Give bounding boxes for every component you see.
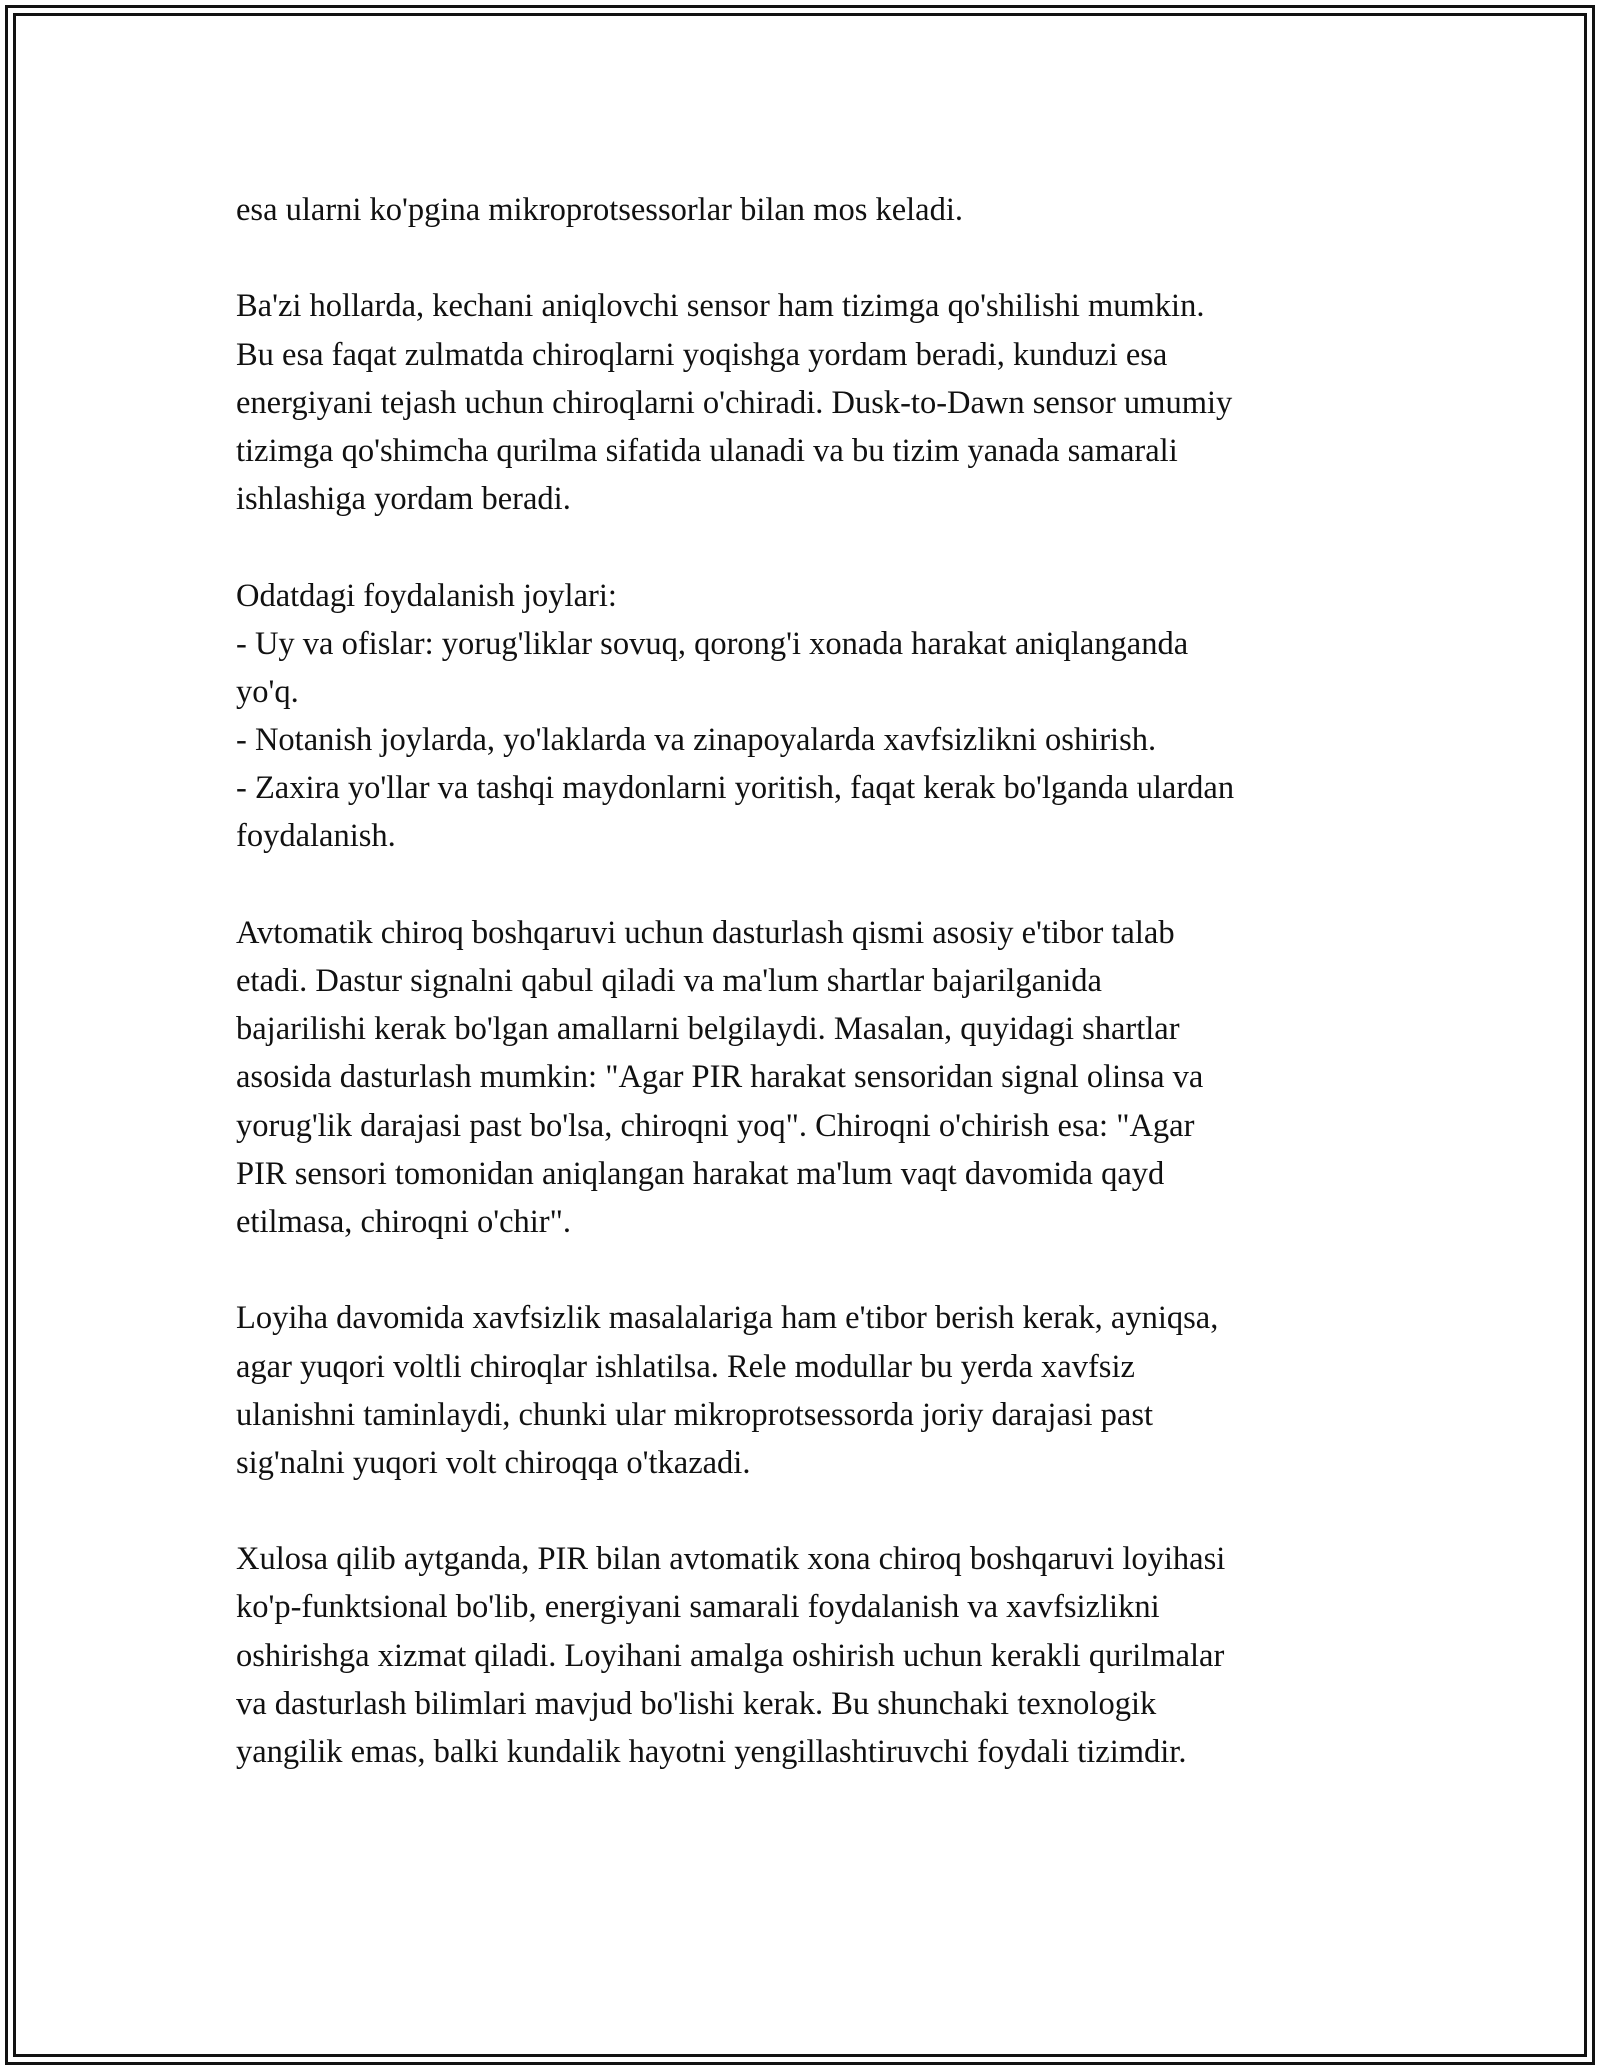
text-line: etadi. Dastur signalni qabul qiladi va ma'lum shartlar bajarilganida (236, 963, 1102, 999)
text-line: ko'p-funktsional bo'lib, energiyani samarali foydalanish va xavfsizlikni (236, 1589, 1160, 1626)
paragraph (236, 186, 1386, 234)
text-line: agar yuqori voltli chiroqlar ishlatilsa. Rele modullar bu yerda xavfsiz (236, 1348, 1135, 1385)
list-item: - Notanish joylarda, yo'laklarda va zinapoyalarda xavfsizlikni oshirish. (236, 722, 1157, 759)
text-line: ulanishni taminlaydi, chunki ular mikroprotsessorda joriy darajasi past (236, 1396, 1154, 1433)
paragraph-gap (236, 234, 1386, 282)
paragraph (236, 572, 1386, 861)
paragraph-gap (236, 861, 1386, 909)
text-line: Xulosa qilib aytganda, PIR bilan avtomatik xona chiroq boshqaruvi loyihasi (236, 1541, 1226, 1578)
text-line: energiyani tejash uchun chiroqlarni o'chiradi. Dusk-to-Dawn sensor umumiy (236, 384, 1233, 421)
text-line: Avtomatik chiroq boshqaruvi uchun dasturlash qismi asosiy e'tibor talab (236, 914, 1175, 951)
text-line: asosida dasturlash mumkin: "Agar PIR harakat sensoridan signal olinsa va (236, 1059, 1204, 1096)
paragraph-gap (236, 1487, 1386, 1535)
document-body (236, 186, 1386, 1776)
text-line: yorug'lik darajasi past bo'lsa, chiroqni yoq". Chiroqni o'chirish esa: "Agar (236, 1107, 1195, 1144)
text-line: Bu esa faqat zulmatda chiroqlarni yoqishga yordam beradi, kunduzi esa (236, 336, 1168, 373)
text-line: Odatdagi foydalanish joylari: (236, 577, 617, 614)
text-line: tizimga qo'shimcha qurilma sifatida ulanadi va bu tizim yanada samarali (236, 432, 1178, 469)
text-line: PIR sensori tomonidan aniqlangan harakat ma'lum vaqt davomida qayd (236, 1155, 1165, 1192)
paragraph (236, 909, 1386, 1246)
list-item: - Uy va ofislar: yorug'liklar sovuq, qorong'i xonada harakat aniqlanganda (236, 625, 1189, 662)
paragraph (236, 1535, 1386, 1776)
text-line: yangilik emas, balki kundalik hayotni yengillashtiruvchi foydali tizimdir. (236, 1734, 1187, 1770)
text-line: bajarilishi kerak bo'lgan amallarni belgilaydi. Masalan, quyidagi shartlar (236, 1011, 1180, 1048)
text-line: esa ularni ko'pgina mikroprotsessorlar bilan mos keladi. (236, 192, 964, 228)
text-line: Loyiha davomida xavfsizlik masalalariga ham e'tibor berish kerak, ayniqsa, (236, 1300, 1219, 1337)
paragraph (236, 282, 1386, 523)
text-line: etilmasa, chiroqni o'chir". (236, 1203, 571, 1240)
text-line: sig'nalni yuqori volt chiroqqa o'tkazadi. (236, 1444, 751, 1481)
text-line: ishlashiga yordam beradi. (236, 481, 571, 518)
paragraph-gap (236, 523, 1386, 571)
text-line: Ba'zi hollarda, kechani aniqlovchi sensor ham tizimga qo'shilishi mumkin. (236, 288, 1205, 325)
list-item-continuation: yo'q. (236, 673, 299, 710)
paragraph (236, 1294, 1386, 1487)
text-line: va dasturlash bilimlari mavjud bo'lishi kerak. Bu shunchaki texnologik (236, 1685, 1157, 1722)
text-line: oshirishga xizmat qiladi. Loyihani amalga oshirish uchun kerakli qurilmalar (236, 1637, 1225, 1674)
list-item: - Zaxira yo'llar va tashqi maydonlarni yoritish, faqat kerak bo'lganda ulardan (236, 770, 1235, 807)
paragraph-gap (236, 1246, 1386, 1294)
list-item-continuation: foydalanish. (236, 818, 396, 855)
